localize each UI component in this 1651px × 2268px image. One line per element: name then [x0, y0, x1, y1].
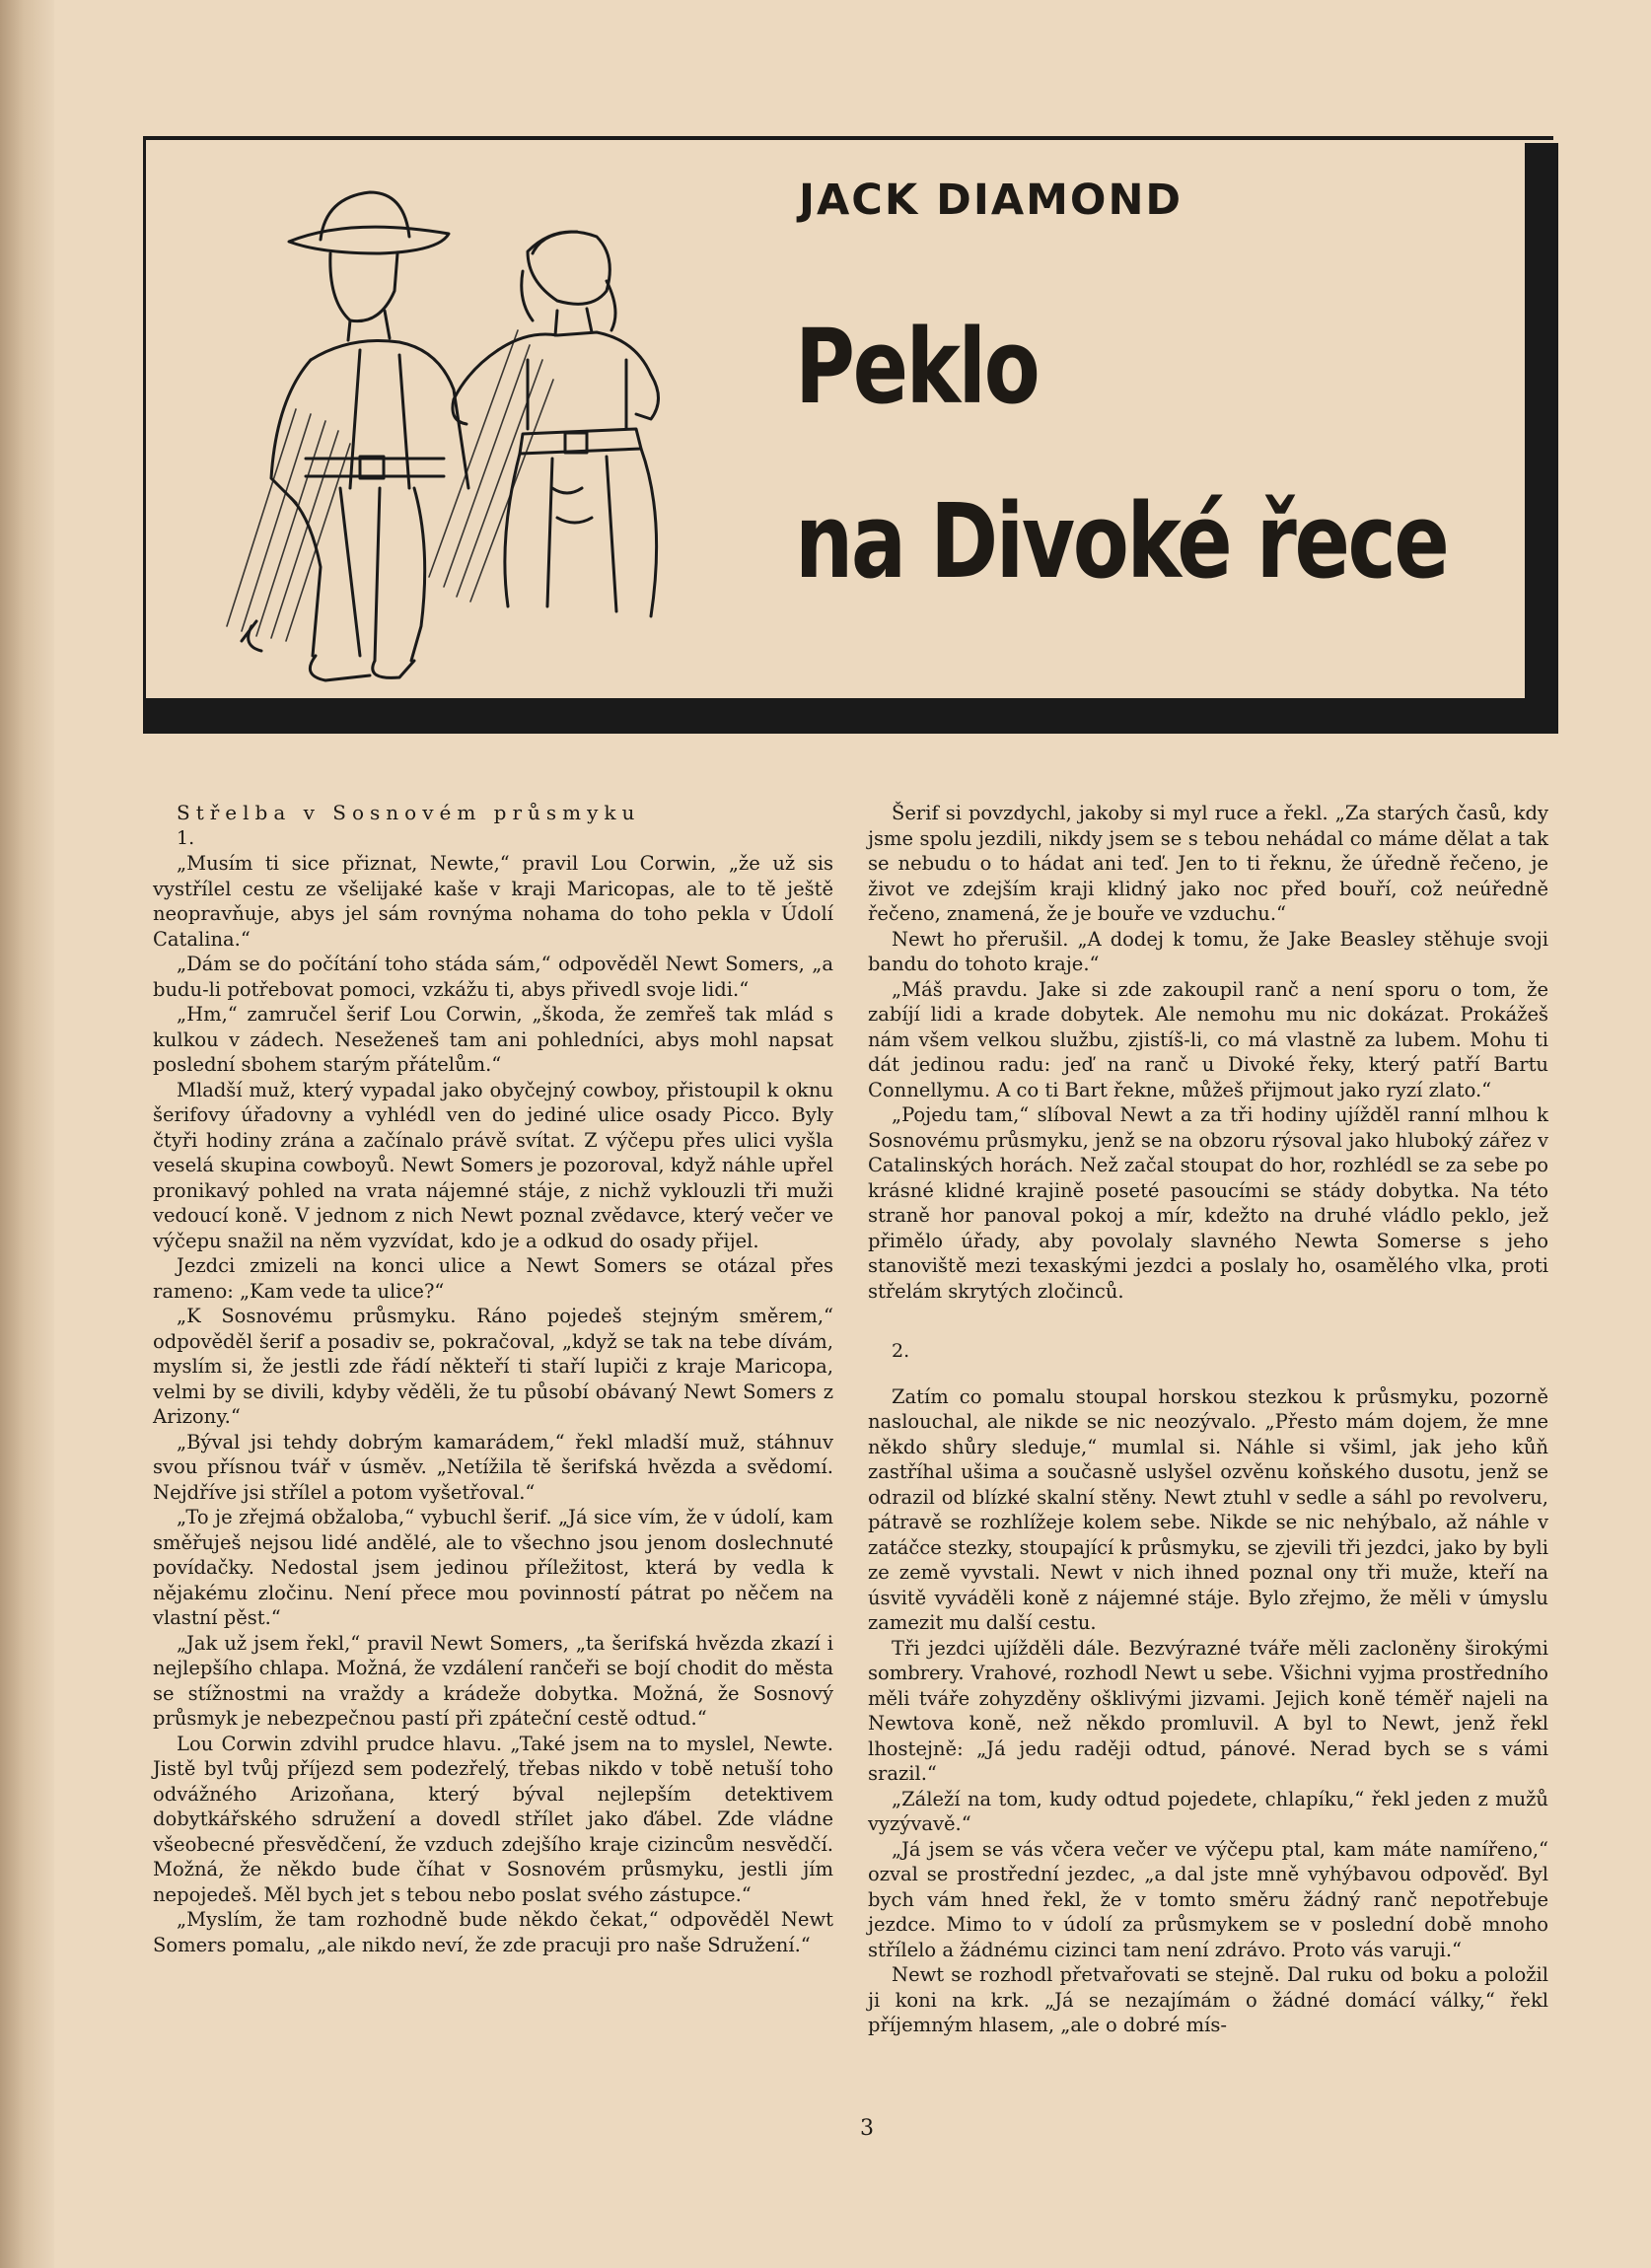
- paragraph: Jezdci zmizeli na konci ulice a Newt Somers se otázal přes rameno: „Kam vede ta ulice?“: [153, 1254, 833, 1303]
- page-number: 3: [860, 2116, 874, 2141]
- title-frame-right-bar: [1525, 143, 1558, 715]
- paragraph: „Já jsem se vás včera večer ve výčepu ptal, kam máte namířeno,“ ozval se prostřední jezdec, „a dal jste mně vyhýbavou odpověď. Byl bych vám hned řekl, že v tomto směru žádný ranč nepotřebuje jezdce. Mimo to v údolí za průsmykem se v poslední době mnoho střílelo a žádnému cizinci tam není zdrávo. Proto vás varuji.“: [868, 1837, 1548, 1961]
- paragraph: Mladší muž, který vypadal jako obyčejný cowboy, přistoupil k oknu šerifovy úřadovny a vyhlédl ven do jediné ulice osady Picco. Byly čtyři hodiny zrána a začínalo právě svítat. Z výčepu přes ulici vyšla veselá skupina cowboyů. Newt Somers je pozoroval, když náhle upřel pronikavý pohled na vrata nájemné stáje, z nichž vyklouzli tři muži vedoucí koně. V jednom z nich Newt poznal zvědavce, který večer ve výčepu snažil na něm vyzvídat, kdo je a odkud do osady přijel.: [153, 1078, 833, 1252]
- text-column-right: [868, 801, 1548, 2038]
- chapter-number-1: 1.: [177, 826, 195, 849]
- paragraph: „Hm,“ zamručel šerif Lou Corwin, „škoda, že zemřeš tak mlád s kulkou v zádech. Neseženeš tam ani pohledníci, abys mohl napsat poslední sbohem starým přátelům.“: [153, 1003, 833, 1076]
- paragraph: Lou Corwin zdvihl prudce hlavu. „Také jsem na to myslel, Newte. Jistě byl tvůj příjezd sem podezřelý, třebas nikdo v tobě netuší toho odvážného Arizoňana, který býval nejlepším detektivem dobytkářského sdružení a dovedl střílet jako ďábel. Zde vládne všeobecné přesvědčení, že vzduch zdejšího kraje cizincům nesvědčí. Možná, že někdo bude číhat v Sosnovém průsmyku, jestli jím nepojedeš. Měl bych jet s tebou nebo poslat svého zástupce.“: [153, 1732, 833, 1906]
- title-frame-bottom-bar: [143, 698, 1558, 734]
- chapter-number-2: 2.: [892, 1340, 910, 1362]
- paragraph: „Jak už jsem řekl,“ pravil Newt Somers, „ta šerifská hvězda zkazí i nejlepšího chlapa. Možná, že vzdálení rančeři se bojí chodit do města se stížnostmi na vraždy a krádeže dobytka. Možná, že Sosnový průsmyk je nebezpečnou pastí při zpáteční cestě odtud.“: [153, 1631, 833, 1730]
- story-title-line-1: Peklo: [795, 307, 1039, 427]
- paragraph: Newt ho přerušil. „A dodej k tomu, že Jake Beasley stěhuje svoji bandu do tohoto kraje.“: [868, 927, 1548, 975]
- paragraph: „Záleží na tom, kudy odtud pojedete, chlapíku,“ řekl jeden z mužů vyzývavě.“: [868, 1787, 1548, 1835]
- paragraph: Tři jezdci ujížděli dále. Bezvýrazné tváře měli zacloněny širokými sombrery. Vrahové, rozhodl Newt u sebe. Všichni vyjma prostředního měli tváře zohyzděny ošklivými jizvami. Jejich koně téměř najeli na Newtova koně, než někdo promluvil. A byl to Newt, jenž řekl lhostejně: „Já jedu raději odtud, pánové. Nerad bych se s vámi srazil.“: [868, 1636, 1548, 1785]
- paragraph: Šerif si povzdychl, jakoby si myl ruce a řekl. „Za starých časů, kdy jsme spolu jezdili, nikdy jsem se s tebou nehádal co máme dělat a tak se nebudu o to hádat ani teď. Jen to ti řeknu, že úředně řečeno, je život ve zdejším kraji klidný jako noc před bouří, což neúředně řečeno, znamená, že je bouře ve vzduchu.“: [868, 802, 1548, 925]
- cowboy-and-woman-illustration: [202, 163, 764, 695]
- paragraph: „To je zřejmá obžaloba,“ vybuchl šerif. „Já sice vím, že v údolí, kam směřuješ nejsou lidé andělé, ale to všechno jsou jenom doslechnuté povídačky. Nedostal jsem jedinou příležitost, která by vedla k nějakému zločinu. Není přece mou povinností pátrat po něčem na vlastní pěst.“: [153, 1506, 833, 1629]
- paragraph: „K Sosnovému průsmyku. Ráno pojedeš stejným směrem,“ odpověděl šerif a posadiv se, pokračoval, „když se tak na tebe dívám, myslím si, že jestli zde řádí někteří ti staří lupiči z kraje Maricopa, velmi by se divili, kdyby věděli, že tu působí obávaný Newt Somers z Arizony.“: [153, 1305, 833, 1428]
- book-spine-shadow: [0, 0, 54, 2268]
- paragraph: „Pojedu tam,“ slíboval Newt a za tři hodiny ujížděl ranní mlhou k Sosnovému průsmyku, jenž se na obzoru rýsoval jako hluboký zářez v Catalinských horách. Než začal stoupat do hor, rozhlédl se za sebe po krásné klidné krajině poseté pasoucími se stády dobytka. Na této straně hor panoval pokoj a mír, kdežto na druhé vládlo peklo, jež přimělo úřady, aby povolaly slavného Newta Somerse s jeho stanoviště mezi texaskými jezdci a poslaly ho, osamělého vlka, proti střelám skrytých zločinců.: [868, 1103, 1548, 1303]
- story-title-line-2: na Divoké řece: [795, 481, 1448, 602]
- author-name: JACK DIAMOND: [799, 176, 1184, 225]
- paragraph: „Máš pravdu. Jake si zde zakoupil ranč a není sporu o tom, že zabíjí lidi a krade dobytek. Ale nemohu mu nic dokázat. Prokážeš nám všem velkou službu, zjistíš-li, co má vlastně za lubem. Mohu ti dát jedinou radu: jeď na ranč u Divoké řeky, který patří Bartu Connellymu. A co ti Bart řekne, můžeš přijmout jako ryzí zlato.“: [868, 977, 1548, 1101]
- paragraph: „Dám se do počítání toho stáda sám,“ odpověděl Newt Somers, „a budu-li potřebovat pomoci, vzkážu ti, abys přivedl svoje lidi.“: [153, 953, 833, 1001]
- paragraph: „Býval jsi tehdy dobrým kamarádem,“ řekl mladší muž, stáhnuv svou přísnou tvář v úsměv. „Netížila tě šerifská hvězda a svědomí. Nejdříve jsi střílel a potom vyšetřoval.“: [153, 1430, 833, 1504]
- paragraph: Zatím co pomalu stoupal horskou stezkou k průsmyku, pozorně naslouchal, ale nikde se nic neozývalo. „Přesto mám dojem, že mne někdo shůry sleduje,“ mumlal si. Náhle si všiml, jak jeho kůň zastříhal ušima a současně uslyšel ozvěnu koňského dusotu, jenž se odrazil od blízké skalní stěny. Newt ztuhl v sedle a sáhl po revolveru, pátravě se rozhlížeje kolem sebe. Nikde se nic nehýbalo, až náhle v zatáčce stezky, stoupající k průsmyku, se zjevili tři jezdci, jako by byli ze země vyvstali. Newt v nich ihned poznal ony tři muže, kteří na úsvitě vyváděli koně z nájemné stáje. Bylo zřejmo, že měli v úmyslu zamezit mu další cestu.: [868, 1384, 1548, 1634]
- section-heading: Střelba v Sosnovém průsmyku: [177, 801, 641, 824]
- paragraph: „Musím ti sice přiznat, Newte,“ pravil Lou Corwin, „že už sis vystřílel cestu ze všelijaké kaše v kraji Maricopas, ale to tě ještě neopravňuje, abys jel sám rovnýma nohama do toho pekla v Údolí Catalina.“: [153, 852, 833, 951]
- paragraph: „Myslím, že tam rozhodně bude někdo čekat,“ odpověděl Newt Somers pomalu, „ale nikdo neví, že zde pracuji pro naše Sdružení.“: [153, 1908, 833, 1956]
- text-column-left: [153, 801, 833, 1957]
- paragraph: Newt se rozhodl přetvařovati se stejně. Dal ruku od boku a položil ji koni na krk. „Já se nezajímám o žádné domácí války,“ řekl příjemným hlasem, „ale o dobré mís-: [868, 1963, 1548, 2036]
